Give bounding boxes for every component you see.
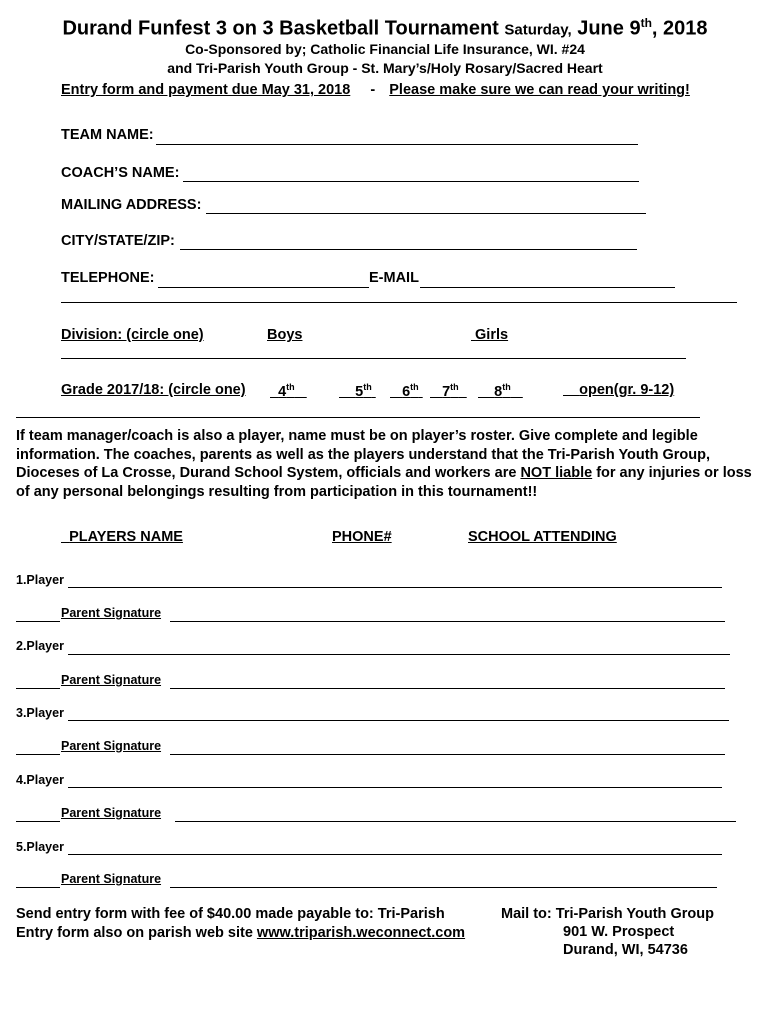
players-name-header [61,529,183,545]
grade-8-num: 8 [494,383,503,400]
coach-name-label: COACH’S NAME: [61,165,180,181]
grade-option-6[interactable] [390,382,423,400]
footer-left [16,905,465,942]
parent-sig-1-lead [16,621,60,622]
notice-text-before: If team manager/coach is also a player, name must be on player’s roster. Give complete and legible information. The coaches, parents as well as the players understand that the Tri-Parish Youth Group, Dioceses of La Crosse, Durand School System, officials and workers are [16,428,711,481]
players-name-header-label: PLAYERS NAME [69,529,183,545]
website-line [16,924,465,943]
player-3-line[interactable] [68,720,729,721]
title-date: June 9 [577,17,641,40]
grade-option-5[interactable] [339,382,376,400]
city-state-zip-label: CITY/STATE/ZIP: [61,233,175,249]
title-day: Saturday, [504,21,572,39]
group-line: and Tri-Parish Youth Group - St. Mary’s/Holy Rosary/Sacred Heart [167,60,603,76]
not-liable-text: NOT liable [520,465,593,481]
phone-header: PHONE# [332,529,392,545]
grade-option-7[interactable] [430,382,467,400]
grade-5-num: 5 [355,383,364,400]
grade-divider [16,417,700,418]
page-title [0,16,770,41]
player-3-label: 3.Player [16,706,64,720]
grade-option-4[interactable] [270,382,307,400]
mailing-address-line[interactable] [206,213,646,214]
website-link[interactable]: www.triparish.weconnect.com [256,924,466,941]
grade-4-sup: th [286,382,295,392]
city-state-zip-line[interactable] [180,249,637,250]
due-separator: - [370,82,376,98]
division-line [61,358,686,359]
division-girls-label: Girls [475,327,509,343]
parent-sig-2-line[interactable] [170,688,725,689]
mail-city: Durand, WI, 54736 [563,942,688,958]
coach-name-line[interactable] [183,181,639,182]
player-5-line[interactable] [68,854,722,855]
grade-7-num: 7 [442,383,451,400]
email-label: E-MAIL [369,270,419,286]
section-divider [61,302,737,303]
grade-option-open[interactable] [563,382,674,398]
team-name-label: TEAM NAME: [61,127,154,143]
due-line [61,82,690,98]
grade-option-8[interactable] [478,382,523,400]
grade-5-sup: th [363,382,372,392]
liability-notice [16,427,756,501]
grade-label: Grade 2017/18: (circle one) [61,382,246,398]
school-header: SCHOOL ATTENDING [468,529,617,545]
email-line[interactable] [420,287,675,288]
division-boys[interactable]: Boys [267,327,303,343]
division-girls[interactable] [471,327,508,343]
parent-sig-2-lead [16,688,60,689]
mailing-address-label: MAILING ADDRESS: [61,197,202,213]
player-1-label: 1.Player [16,573,64,587]
player-2-label: 2.Player [16,639,64,653]
website-prefix: Entry form also on parish web site [16,924,257,941]
division-label: Division: (circle one) [61,327,204,343]
parent-sig-3-lead [16,754,60,755]
title-date-sup: th [640,16,652,30]
grade-4-num: 4 [278,383,287,400]
parent-sig-1-label: Parent Signature [61,606,162,620]
title-year: , 2018 [651,17,708,40]
due-date-text: Entry form and payment due May 31, 2018 [61,82,351,98]
parent-sig-5-label: Parent Signature [61,872,162,886]
parent-sig-3-label: Parent Signature [61,739,162,753]
player-2-line[interactable] [68,654,730,655]
team-name-line[interactable] [156,144,638,145]
telephone-label: TELEPHONE: [61,270,155,286]
mail-street: 901 W. Prospect [563,924,675,940]
player-1-line[interactable] [68,587,722,588]
sponsor-line: Co-Sponsored by; Catholic Financial Life Insurance, WI. #24 [185,41,585,57]
parent-sig-4-lead [16,821,60,822]
grade-open-label: open(gr. 9-12) [579,382,675,398]
parent-sig-3-line[interactable] [170,754,725,755]
readable-warning: Please make sure we can read your writing! [389,82,690,98]
player-4-line[interactable] [68,787,722,788]
grade-6-sup: th [410,382,419,392]
parent-sig-1-line[interactable] [170,621,725,622]
grade-6-num: 6 [402,383,411,400]
grade-7-sup: th [450,382,459,392]
parent-sig-5-lead [16,887,60,888]
parent-sig-4-label: Parent Signature [61,806,162,820]
parent-sig-5-line[interactable] [170,887,717,888]
grade-8-sup: th [502,382,511,392]
division-row [61,327,204,343]
telephone-line[interactable] [158,287,369,288]
parent-sig-2-label: Parent Signature [61,673,162,687]
send-entry-line: Send entry form with fee of $40.00 made payable to: Tri-Parish [16,906,445,922]
title-main: Durand Funfest 3 on 3 Basketball Tournament [62,17,499,40]
player-5-label: 5.Player [16,840,64,854]
notice-text-after: for any injuries or loss of any personal belongings resulting from participation in this tournament!! [16,465,752,500]
parent-sig-4-line[interactable] [175,821,736,822]
mail-to-line: Mail to: Tri-Parish Youth Group [501,906,714,922]
player-4-label: 4.Player [16,773,64,787]
